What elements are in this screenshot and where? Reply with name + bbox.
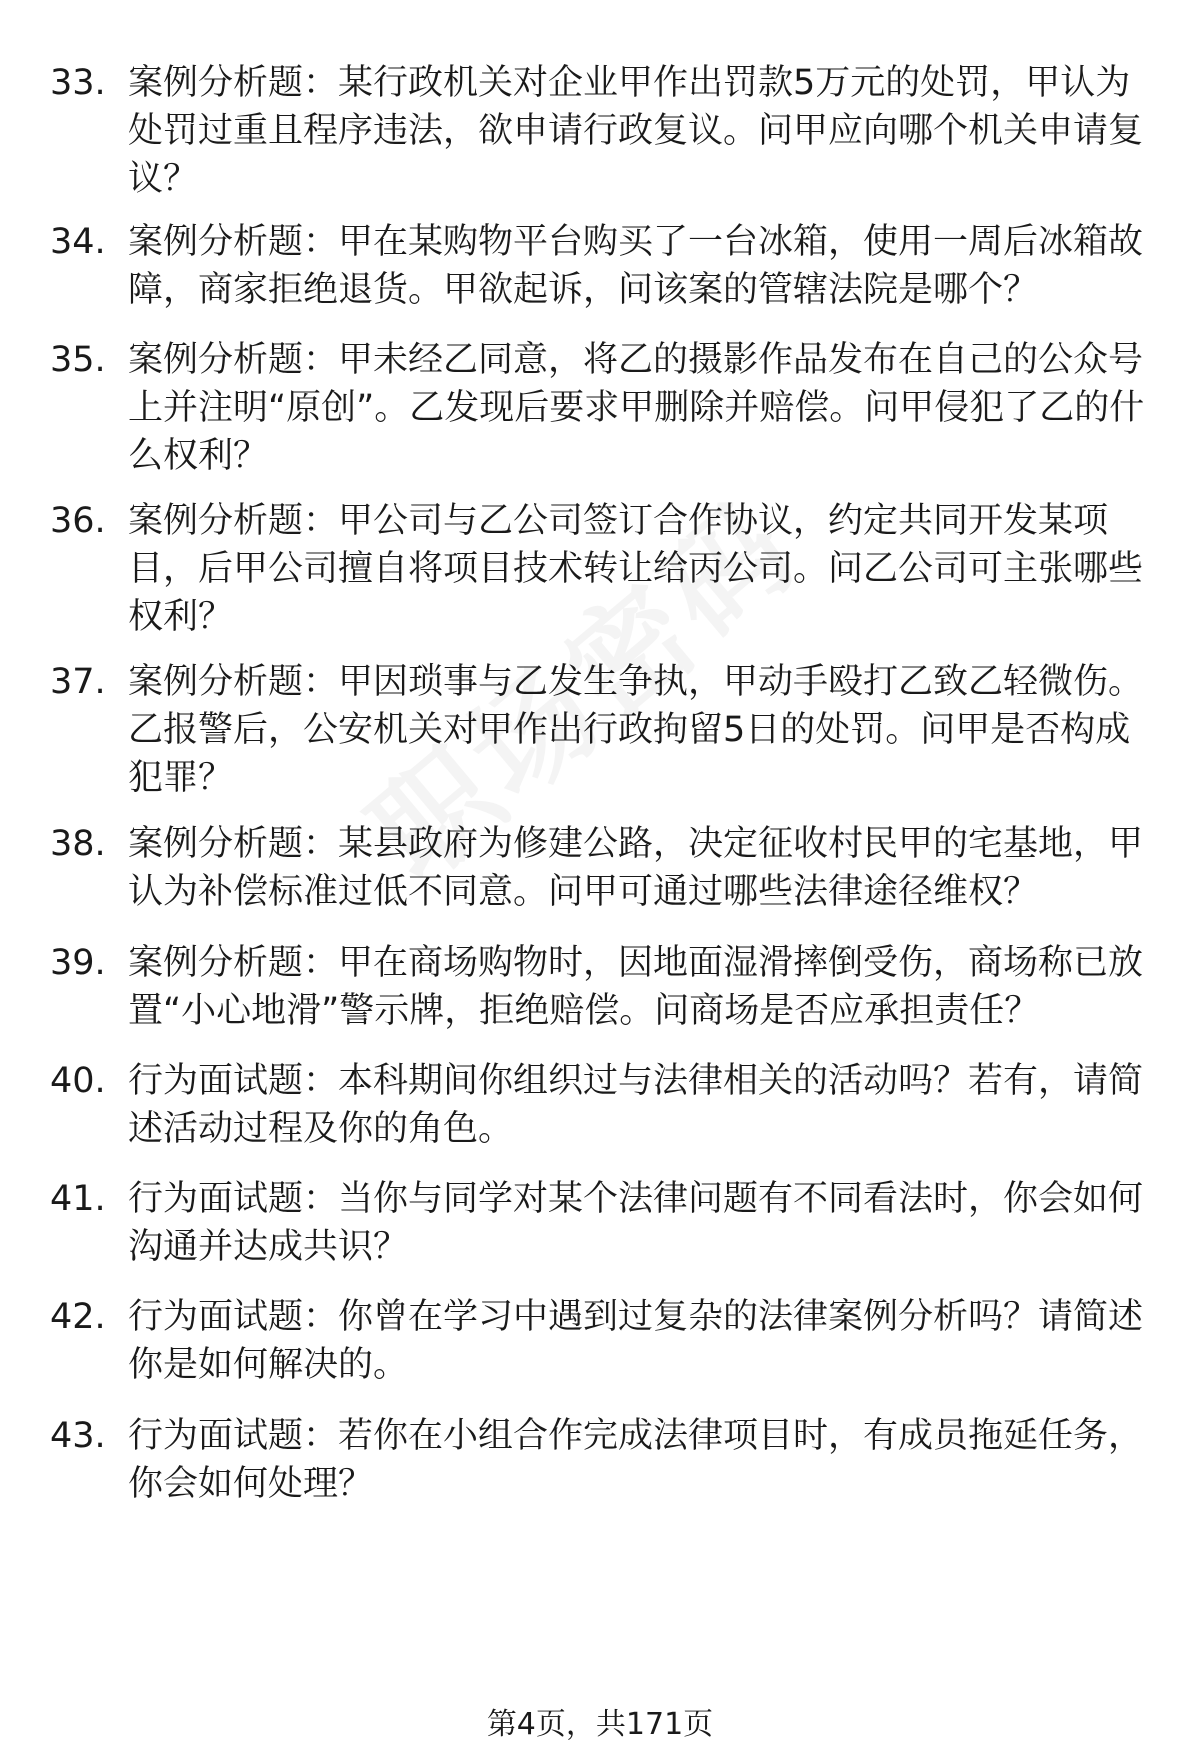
question-item: [50, 1412, 1160, 1508]
question-text: 案例分析题：甲在商场购物时，因地面湿滑摔倒受伤，商场称已放置“小心地滑”警示牌，拒绝赔偿。问商场是否应承担责任？: [128, 943, 1144, 1031]
question-text: 案例分析题：甲未经乙同意，将乙的摄影作品发布在自己的公众号上并注明“原创”。乙发现后要求甲删除并赔偿。问甲侵犯了乙的什么权利？: [128, 340, 1145, 476]
question-text: 案例分析题：甲在某购物平台购买了一台冰箱，使用一周后冰箱故障，商家拒绝退货。甲欲起诉，问该案的管辖法院是哪个？: [128, 222, 1144, 310]
question-text: 行为面试题：当你与同学对某个法律问题有不同看法时，你会如何沟通并达成共识？: [128, 1179, 1144, 1267]
question-number: 42.: [50, 1297, 106, 1337]
question-item: [50, 497, 1160, 641]
question-text: 案例分析题：甲因琐事与乙发生争执，甲动手殴打乙致乙轻微伤。乙报警后，公安机关对甲作出行政拘留5日的处罚。问甲是否构成犯罪？: [128, 662, 1144, 798]
question-item: [50, 820, 1160, 916]
question-number: 40.: [50, 1061, 106, 1101]
question-number: 43.: [50, 1416, 106, 1456]
question-text: 行为面试题：你曾在学习中遇到过复杂的法律案例分析吗？请简述你是如何解决的。: [128, 1297, 1144, 1385]
question-number: 36.: [50, 501, 106, 541]
question-text: 行为面试题：本科期间你组织过与法律相关的活动吗？若有，请简述活动过程及你的角色。: [128, 1061, 1144, 1149]
question-item: [50, 218, 1160, 314]
question-item: [50, 336, 1160, 480]
question-number: 41.: [50, 1179, 106, 1219]
question-item: [50, 939, 1160, 1035]
question-item: [50, 1175, 1160, 1271]
page-footer: 第4页，共171页: [486, 1707, 714, 1742]
question-text: 案例分析题：甲公司与乙公司签订合作协议，约定共同开发某项目，后甲公司擅自将项目技术转让给丙公司。问乙公司可主张哪些权利？: [128, 501, 1144, 637]
question-item: [50, 59, 1160, 203]
question-number: 35.: [50, 340, 106, 380]
question-item: [50, 1057, 1160, 1153]
question-number: 37.: [50, 662, 106, 702]
question-number: 34.: [50, 222, 106, 262]
question-text: 行为面试题：若你在小组合作完成法律项目时，有成员拖延任务，你会如何处理？: [128, 1416, 1144, 1504]
question-text: 案例分析题：某县政府为修建公路，决定征收村民甲的宅基地，甲认为补偿标准过低不同意。问甲可通过哪些法律途径维权？: [128, 824, 1144, 912]
question-item: [50, 658, 1160, 802]
question-item: [50, 1293, 1160, 1389]
question-number: 39.: [50, 943, 106, 983]
question-text: 案例分析题：某行政机关对企业甲作出罚款5万元的处罚，甲认为处罚过重且程序违法，欲申请行政复议。问甲应向哪个机关申请复议？: [128, 63, 1144, 199]
question-number: 38.: [50, 824, 106, 864]
question-number: 33.: [50, 63, 106, 103]
